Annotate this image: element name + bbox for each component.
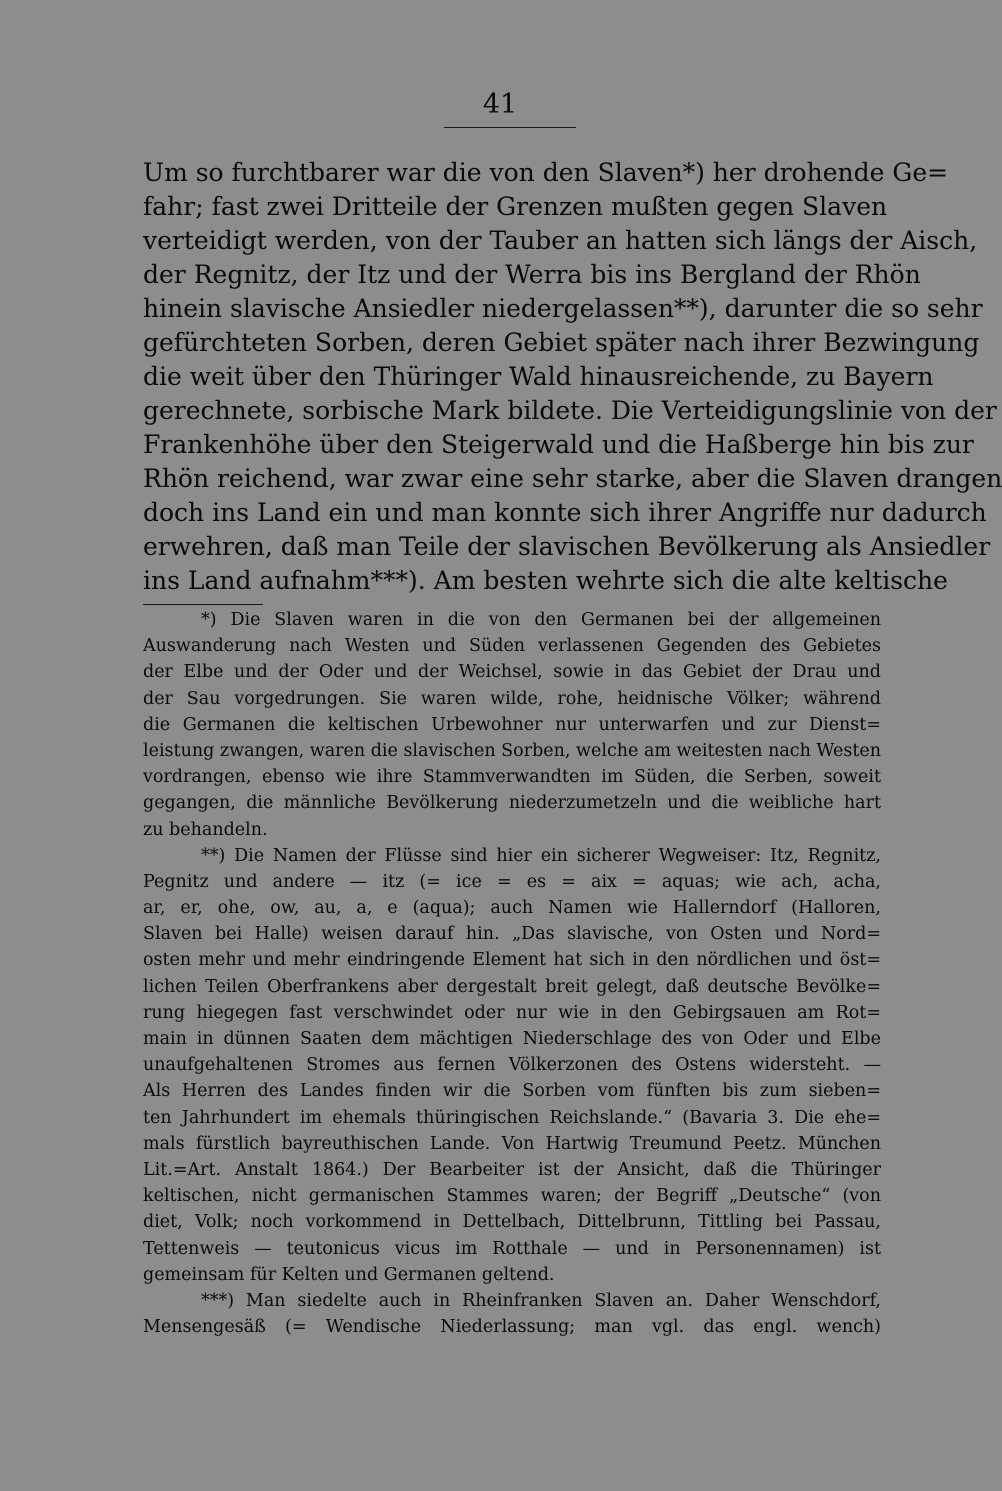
footnote-line: ***) Man siedelte auch in Rheinfranken Slaven an. Daher Wenschdorf,	[201, 1290, 881, 1311]
footnote-line: Tettenweis — teutonicus vicus im Rotthale — und in Personennamen) ist	[143, 1238, 881, 1259]
main-text-line: verteidigt werden, von der Tauber an hatten sich längs der Aisch,	[143, 226, 978, 255]
footnote-line: keltischen, nicht germanischen Stammes waren; der Begriff „Deutsche“ (von	[143, 1186, 881, 1207]
footnote-line: *) Die Slaven waren in die von den Germanen bei der allgemeinen	[201, 610, 881, 630]
footnote-line: unaufgehaltenen Stromes aus fernen Völkerzonen des Ostens widersteht. —	[143, 1055, 881, 1076]
page-number: 41	[482, 89, 518, 120]
footnote-line: Mensengesäß (= Wendische Niederlassung; man vgl. das engl. wench)	[143, 1317, 881, 1338]
footnotes	[143, 607, 881, 1340]
footnote-line: vordrangen, ebenso wie ihre Stammverwandten im Süden, die Serben, soweit	[143, 767, 881, 788]
footnote-line: der Sau vorgedrungen. Sie waren wilde, rohe, heidnische Völker; während	[143, 688, 881, 709]
main-text-line: Rhön reichend, war zwar eine sehr starke, aber die Slaven drangen	[143, 464, 1002, 493]
page-number-rule	[444, 127, 576, 128]
main-text-line: fahr; fast zwei Dritteile der Grenzen mußten gegen Slaven	[143, 192, 888, 221]
footnote-line: ten Jahrhundert im ehemals thüringischen Reichslande.“ (Bavaria 3. Die ehe=	[143, 1107, 881, 1128]
main-text-line: erwehren, daß man Teile der slavischen Bevölkerung als Ansiedler	[143, 532, 991, 561]
footnote-line: rung hiegegen fast verschwindet oder nur wie in den Gebirgsauen am Rot=	[143, 1002, 881, 1023]
footnote-rule	[143, 604, 263, 605]
footnote-line: leistung zwangen, waren die slavischen Sorben, welche am weitesten nach Westen	[143, 740, 881, 761]
footnote-line: gemeinsam für Kelten und Germanen geltend.	[143, 1264, 555, 1285]
footnote-line: Als Herren des Landes finden wir die Sorben vom fünften bis zum sieben=	[143, 1081, 881, 1102]
footnote-line: der Elbe und der Oder und der Weichsel, sowie in das Gebiet der Drau und	[143, 662, 881, 683]
main-text	[143, 156, 1002, 598]
main-text-line: gerechnete, sorbische Mark bildete. Die Verteidigungslinie von der	[143, 396, 997, 425]
main-text-line: hinein slavische Ansiedler niedergelassen**), darunter die so sehr	[143, 294, 983, 323]
footnote-line: diet, Volk; noch vorkommend in Dettelbach, Dittelbrunn, Tittling bei Passau,	[143, 1212, 881, 1233]
main-text-line: Frankenhöhe über den Steigerwald und die Haßberge hin bis zur	[143, 430, 974, 459]
footnote-line: Pegnitz und andere — itz (= ice = es = aix = aquas; wie ach, acha,	[143, 871, 881, 892]
main-text-line: der Regnitz, der Itz und der Werra bis ins Bergland der Rhön	[143, 260, 921, 289]
footnote-line: Lit.=Art. Anstalt 1864.) Der Bearbeiter ist der Ansicht, daß die Thüringer	[143, 1159, 881, 1180]
footnote-line: die Germanen die keltischen Urbewohner nur unterwarfen und zur Dienst=	[143, 714, 881, 735]
footnote-line: gegangen, die männliche Bevölkerung niederzumetzeln und die weibliche hart	[143, 793, 881, 814]
footnote-line: osten mehr und mehr eindringende Element hat sich in den nördlichen und öst=	[143, 950, 881, 971]
main-text-line: gefürchteten Sorben, deren Gebiet später nach ihrer Bezwingung	[143, 328, 980, 357]
footnote-line: ar, er, ohe, ow, au, a, e (aqua); auch Namen wie Hallerndorf (Halloren,	[143, 898, 881, 919]
footnote-line: Auswanderung nach Westen und Süden verlassenen Gegenden des Gebietes	[143, 636, 881, 657]
footnote-line: lichen Teilen Oberfrankens aber dergestalt breit gelegt, daß deutsche Bevölke=	[143, 976, 881, 997]
footnote-line: mals fürstlich bayreuthischen Lande. Von Hartwig Treumund Peetz. München	[143, 1133, 881, 1154]
footnote-line: zu behandeln.	[143, 819, 268, 840]
footnote-line: Slaven bei Halle) weisen darauf hin. „Das slavische, von Osten und Nord=	[143, 924, 881, 945]
main-text-line: die weit über den Thüringer Wald hinausreichende, zu Bayern	[143, 362, 934, 391]
footnote-line: main in dünnen Saaten dem mächtigen Niederschlage des von Oder und Elbe	[143, 1029, 881, 1049]
footnote-line: **) Die Namen der Flüsse sind hier ein sicherer Wegweiser: Itz, Regnitz,	[201, 845, 881, 866]
main-text-line: doch ins Land ein und man konnte sich ihrer Angriffe nur dadurch	[143, 498, 987, 527]
main-text-line: ins Land aufnahm***). Am besten wehrte sich die alte keltische	[143, 566, 948, 595]
main-text-line: Um so furchtbarer war die von den Slaven*) her drohende Ge=	[143, 158, 949, 187]
